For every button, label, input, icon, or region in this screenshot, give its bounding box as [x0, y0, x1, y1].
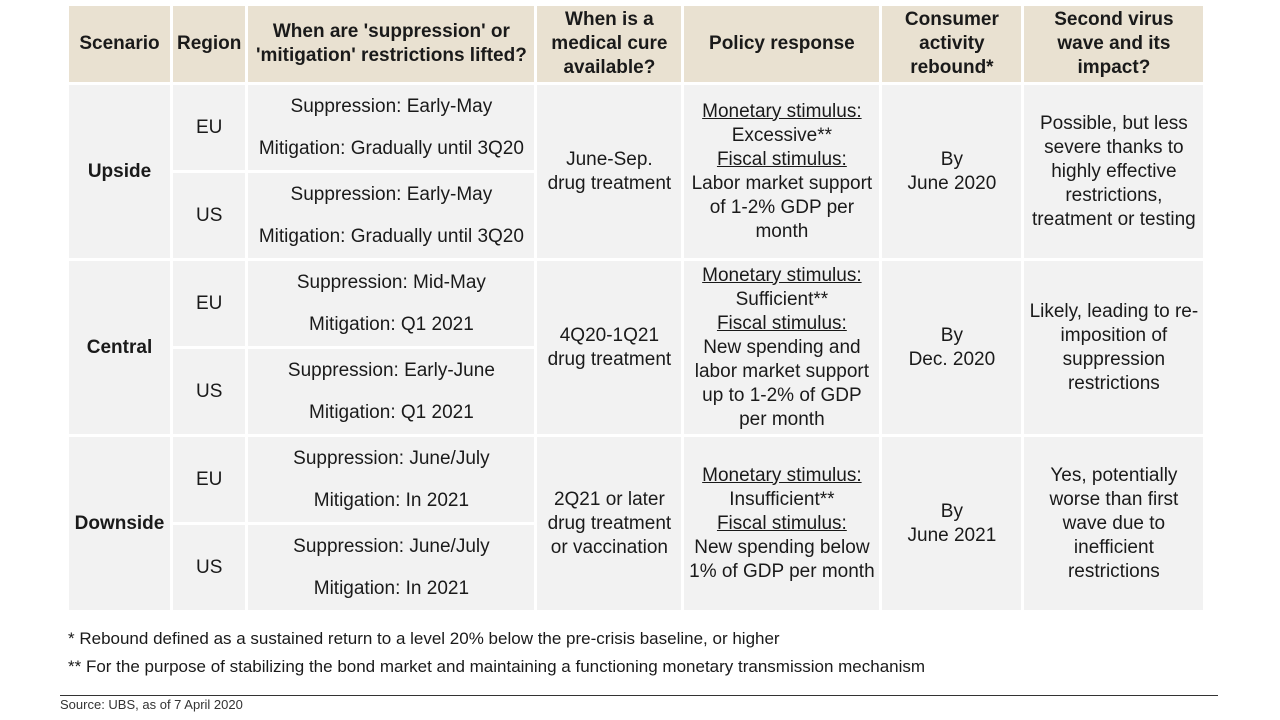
header-cure: When is a medical cure available? [537, 6, 681, 82]
region-cell: US [173, 349, 245, 434]
region-cell: EU [173, 437, 245, 522]
second-wave-line: suppression [1062, 348, 1166, 370]
source-note: Source: UBS, as of 7 April 2020 [60, 697, 243, 712]
region-cell: US [173, 525, 245, 610]
header-consumer: Consumer activity rebound* [882, 6, 1021, 82]
footnote-purpose: ** For the purpose of stabilizing the bond market and maintaining a functioning monetary transmission mechanism [68, 657, 926, 676]
cure-cell [537, 437, 681, 610]
second-wave-line: Likely, leading to re- [1029, 300, 1199, 322]
consumer-line: June 2021 [907, 524, 997, 546]
fiscal-value-line: Labor market support [691, 172, 873, 194]
header-row [69, 6, 1203, 82]
lift-cell [248, 437, 534, 522]
suppression-text: Suppression: June/July [293, 535, 490, 557]
fiscal-value-line: New spending and [703, 336, 861, 358]
consumer-line: By [940, 148, 963, 170]
region-cell: EU [173, 261, 245, 346]
consumer-cell [882, 85, 1021, 258]
divider [60, 695, 1218, 696]
consumer-cell [882, 261, 1021, 434]
cure-line: drug treatment [547, 512, 672, 534]
consumer-cell [882, 437, 1021, 610]
mitigation-text: Mitigation: Gradually until 3Q20 [258, 225, 524, 247]
second-wave-cell [1024, 85, 1203, 258]
header-scenario: Scenario [69, 6, 170, 82]
second-wave-line: imposition of [1060, 324, 1168, 346]
fiscal-value-line: New spending below [694, 536, 870, 558]
second-wave-line: worse than first [1049, 488, 1179, 510]
lift-cell [248, 349, 534, 434]
fiscal-value-line: per month [739, 408, 825, 430]
header-second-wave: Second virus wave and its impact? [1024, 6, 1203, 82]
fiscal-value-line: of 1-2% GDP per [709, 196, 855, 218]
second-wave-line: wave due to [1062, 512, 1166, 534]
header-region: Region [173, 6, 245, 82]
scenario-downside: Downside [69, 437, 170, 610]
second-wave-line: inefficient [1073, 536, 1154, 558]
monetary-label: Monetary stimulus: [702, 100, 862, 122]
header-policy: Policy response [684, 6, 879, 82]
lift-cell [248, 261, 534, 346]
second-wave-line: Possible, but less [1039, 112, 1188, 134]
lift-cell [248, 525, 534, 610]
second-wave-line: restrictions [1067, 372, 1160, 394]
second-wave-cell [1024, 437, 1203, 610]
cure-line: drug treatment [547, 348, 672, 370]
scenario-table [66, 3, 1206, 613]
policy-cell [684, 85, 879, 258]
cure-line: 2Q21 or later [553, 488, 665, 510]
consumer-line: Dec. 2020 [908, 348, 996, 370]
fiscal-value-line: month [755, 220, 809, 242]
cure-cell [537, 85, 681, 258]
second-wave-line: Yes, potentially [1050, 464, 1178, 486]
second-wave-line: restrictions [1067, 560, 1160, 582]
monetary-value: Insufficient** [729, 488, 835, 510]
cure-line: or vaccination [550, 536, 668, 558]
table-row [69, 85, 1203, 170]
mitigation-text: Mitigation: In 2021 [313, 489, 470, 511]
second-wave-cell [1024, 261, 1203, 434]
consumer-line: By [940, 324, 963, 346]
cure-cell [537, 261, 681, 434]
scenario-central: Central [69, 261, 170, 434]
fiscal-value-line: labor market support [694, 360, 870, 382]
mitigation-text: Mitigation: In 2021 [313, 577, 470, 599]
fiscal-label: Fiscal stimulus: [716, 312, 847, 334]
lift-cell [248, 85, 534, 170]
mitigation-text: Mitigation: Q1 2021 [309, 401, 474, 423]
suppression-text: Suppression: Early-May [290, 95, 493, 117]
region-cell: EU [173, 85, 245, 170]
mitigation-text: Mitigation: Gradually until 3Q20 [258, 137, 524, 159]
monetary-value: Sufficient** [735, 288, 829, 310]
table-row [69, 437, 1203, 522]
mitigation-text: Mitigation: Q1 2021 [309, 313, 474, 335]
second-wave-line: severe thanks to [1044, 136, 1184, 158]
region-cell: US [173, 173, 245, 258]
consumer-line: June 2020 [907, 172, 997, 194]
monetary-value: Excessive** [731, 124, 833, 146]
cure-line: drug treatment [547, 172, 672, 194]
fiscal-label: Fiscal stimulus: [716, 512, 847, 534]
monetary-label: Monetary stimulus: [702, 464, 862, 486]
table-row [69, 261, 1203, 346]
second-wave-line: treatment or testing [1032, 208, 1196, 230]
fiscal-value-line: 1% of GDP per month [689, 560, 875, 582]
cure-line: June-Sep. [566, 148, 653, 170]
monetary-label: Monetary stimulus: [702, 264, 862, 286]
cure-line: 4Q20-1Q21 [559, 324, 660, 346]
lift-cell [248, 173, 534, 258]
header-lifted: When are 'suppression' or 'mitigation' restrictions lifted? [248, 6, 534, 82]
second-wave-line: restrictions, [1065, 184, 1163, 206]
footnote-rebound: * Rebound defined as a sustained return to a level 20% below the pre-crisis baseline, or higher [68, 629, 780, 648]
suppression-text: Suppression: June/July [293, 447, 490, 469]
suppression-text: Suppression: Mid-May [296, 271, 486, 293]
consumer-line: By [940, 500, 963, 522]
scenario-upside: Upside [69, 85, 170, 258]
policy-cell [684, 437, 879, 610]
fiscal-label: Fiscal stimulus: [716, 148, 847, 170]
suppression-text: Suppression: Early-May [290, 183, 493, 205]
suppression-text: Suppression: Early-June [287, 359, 495, 381]
policy-cell [684, 261, 879, 434]
second-wave-line: highly effective [1051, 160, 1177, 182]
fiscal-value-line: up to 1-2% of GDP [702, 384, 862, 406]
